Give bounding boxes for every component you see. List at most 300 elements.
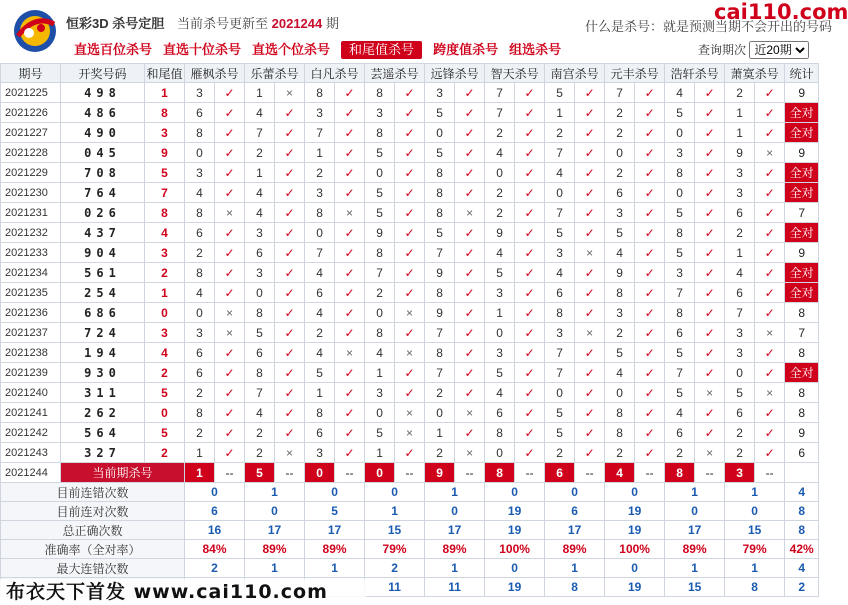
stat-label: 目前连错次数 bbox=[1, 483, 185, 502]
predicted-value-cell: 9 bbox=[605, 263, 635, 283]
draw-number-cell: 486 bbox=[61, 103, 145, 123]
table-row bbox=[1, 403, 819, 423]
stat-label: 最大连错次数 bbox=[1, 559, 185, 578]
issue-cell: 2021239 bbox=[1, 363, 61, 383]
predicted-value-cell: 0 bbox=[305, 223, 335, 243]
predicted-value-cell: 8 bbox=[485, 423, 515, 443]
draw-number-cell: 262 bbox=[61, 403, 145, 423]
predicted-value-cell: 5 bbox=[425, 143, 455, 163]
check-icon: ✓ bbox=[575, 163, 605, 183]
stat-value: 1 bbox=[725, 559, 785, 578]
predicted-value-cell: 5 bbox=[545, 83, 575, 103]
predicted-value-cell: 3 bbox=[305, 443, 335, 463]
check-icon: ✓ bbox=[515, 323, 545, 343]
stat-cell: 全对 bbox=[785, 263, 819, 283]
predicted-value-cell: 7 bbox=[545, 363, 575, 383]
check-icon: ✓ bbox=[335, 103, 365, 123]
check-icon: ✓ bbox=[635, 123, 665, 143]
stat-cell: 8 bbox=[785, 303, 819, 323]
check-icon: ✓ bbox=[215, 243, 245, 263]
predicted-value-cell: 4 bbox=[485, 243, 515, 263]
check-icon: ✓ bbox=[275, 343, 305, 363]
stat-value: 17 bbox=[305, 521, 365, 540]
check-icon: ✓ bbox=[515, 143, 545, 163]
check-icon: ✓ bbox=[575, 143, 605, 163]
stat-total: 42% bbox=[785, 540, 819, 559]
predicted-value-cell: 7 bbox=[665, 363, 695, 383]
predicted-value-cell: 6 bbox=[305, 283, 335, 303]
predicted-value-cell: 2 bbox=[605, 163, 635, 183]
predicted-value-cell: 8 bbox=[245, 303, 275, 323]
check-icon: ✓ bbox=[695, 263, 725, 283]
predicted-value-cell: 8 bbox=[605, 423, 635, 443]
predicted-value-cell: 5 bbox=[365, 183, 395, 203]
update-issue: 2021244 bbox=[271, 16, 323, 31]
predicted-value-cell: 3 bbox=[665, 143, 695, 163]
draw-number-cell: 194 bbox=[61, 343, 145, 363]
draw-number-cell: 026 bbox=[61, 203, 145, 223]
sum-tail-cell: 2 bbox=[145, 263, 185, 283]
sum-tail-cell: 5 bbox=[145, 423, 185, 443]
stat-value: 2 bbox=[365, 559, 425, 578]
stat-value: 6 bbox=[545, 502, 605, 521]
predicted-value-cell: 0 bbox=[365, 303, 395, 323]
predicted-value-cell: 4 bbox=[245, 403, 275, 423]
predicted-value-cell: 1 bbox=[425, 423, 455, 443]
sum-tail-cell: 3 bbox=[145, 323, 185, 343]
stat-value: 8 bbox=[545, 578, 605, 597]
current-kill-value: 8 bbox=[485, 463, 515, 483]
check-icon: ✓ bbox=[635, 403, 665, 423]
stat-value: 89% bbox=[545, 540, 605, 559]
check-icon: ✓ bbox=[455, 143, 485, 163]
check-icon: ✓ bbox=[575, 423, 605, 443]
current-kill-value: 0 bbox=[305, 463, 335, 483]
check-icon: ✓ bbox=[275, 263, 305, 283]
stat-label: 目前连对次数 bbox=[1, 502, 185, 521]
predicted-value-cell: 5 bbox=[605, 223, 635, 243]
predicted-value-cell: 7 bbox=[365, 263, 395, 283]
nav-tab-3[interactable]: 和尾值杀号 bbox=[341, 41, 422, 59]
check-icon: ✓ bbox=[755, 363, 785, 383]
predicted-value-cell: 7 bbox=[545, 203, 575, 223]
cross-icon: × bbox=[695, 383, 725, 403]
check-icon: ✓ bbox=[455, 323, 485, 343]
issue-cell: 2021243 bbox=[1, 443, 61, 463]
predicted-value-cell: 3 bbox=[245, 223, 275, 243]
cross-icon: × bbox=[215, 323, 245, 343]
cross-icon: × bbox=[395, 403, 425, 423]
check-icon: ✓ bbox=[395, 283, 425, 303]
footer-watermark: 布衣天下首发 www.cai110.com bbox=[0, 579, 366, 605]
check-icon: ✓ bbox=[755, 223, 785, 243]
check-icon: ✓ bbox=[695, 243, 725, 263]
stat-row bbox=[1, 502, 819, 521]
check-icon: ✓ bbox=[515, 443, 545, 463]
table-body bbox=[1, 83, 819, 597]
check-icon: ✓ bbox=[215, 403, 245, 423]
current-kill-value: 0 bbox=[365, 463, 395, 483]
predicted-value-cell: 5 bbox=[665, 203, 695, 223]
check-icon: ✓ bbox=[755, 283, 785, 303]
column-header: 浩轩杀号 bbox=[665, 64, 725, 83]
check-icon: ✓ bbox=[575, 83, 605, 103]
page-header bbox=[0, 0, 848, 62]
predicted-value-cell: 3 bbox=[485, 343, 515, 363]
check-icon: ✓ bbox=[215, 223, 245, 243]
dash-cell: -- bbox=[335, 463, 365, 483]
table-row bbox=[1, 323, 819, 343]
check-icon: ✓ bbox=[695, 223, 725, 243]
predicted-value-cell: 8 bbox=[665, 163, 695, 183]
draw-number-cell: 437 bbox=[61, 223, 145, 243]
predicted-value-cell: 7 bbox=[425, 363, 455, 383]
predicted-value-cell: 1 bbox=[245, 163, 275, 183]
predicted-value-cell: 7 bbox=[425, 323, 455, 343]
check-icon: ✓ bbox=[575, 303, 605, 323]
check-icon: ✓ bbox=[215, 103, 245, 123]
stat-total: 4 bbox=[785, 483, 819, 502]
predicted-value-cell: 6 bbox=[725, 203, 755, 223]
check-icon: ✓ bbox=[575, 223, 605, 243]
cross-icon: × bbox=[335, 343, 365, 363]
column-header: 智天杀号 bbox=[485, 64, 545, 83]
predicted-value-cell: 6 bbox=[305, 423, 335, 443]
check-icon: ✓ bbox=[335, 163, 365, 183]
predicted-value-cell: 8 bbox=[185, 403, 215, 423]
predicted-value-cell: 0 bbox=[245, 283, 275, 303]
current-label-cell: 当前期杀号 bbox=[61, 463, 185, 483]
nav-tab-0[interactable]: 直选百位杀号 bbox=[74, 42, 153, 57]
predicted-value-cell: 3 bbox=[185, 83, 215, 103]
cross-icon: × bbox=[215, 203, 245, 223]
stat-value: 89% bbox=[245, 540, 305, 559]
check-icon: ✓ bbox=[335, 363, 365, 383]
check-icon: ✓ bbox=[215, 343, 245, 363]
predicted-value-cell: 8 bbox=[365, 123, 395, 143]
nav-tab-4[interactable]: 跨度值杀号 bbox=[433, 42, 499, 57]
draw-number-cell: 930 bbox=[61, 363, 145, 383]
predicted-value-cell: 5 bbox=[425, 223, 455, 243]
stat-value: 84% bbox=[185, 540, 245, 559]
table-row bbox=[1, 143, 819, 163]
check-icon: ✓ bbox=[275, 103, 305, 123]
check-icon: ✓ bbox=[695, 183, 725, 203]
predicted-value-cell: 2 bbox=[725, 223, 755, 243]
check-icon: ✓ bbox=[215, 123, 245, 143]
check-icon: ✓ bbox=[635, 303, 665, 323]
cross-icon: × bbox=[755, 383, 785, 403]
dash-cell: -- bbox=[395, 463, 425, 483]
predicted-value-cell: 8 bbox=[665, 303, 695, 323]
stat-total: 8 bbox=[785, 521, 819, 540]
check-icon: ✓ bbox=[335, 83, 365, 103]
predicted-value-cell: 0 bbox=[365, 163, 395, 183]
draw-number-cell: 490 bbox=[61, 123, 145, 143]
predicted-value-cell: 6 bbox=[605, 183, 635, 203]
sum-tail-cell: 3 bbox=[145, 123, 185, 143]
check-icon: ✓ bbox=[635, 323, 665, 343]
check-icon: ✓ bbox=[455, 283, 485, 303]
check-icon: ✓ bbox=[395, 263, 425, 283]
predicted-value-cell: 8 bbox=[185, 263, 215, 283]
check-icon: ✓ bbox=[455, 363, 485, 383]
kill-number-explanation: 什么是杀号：就是预测当期不会开出的号码 bbox=[585, 19, 833, 34]
predicted-value-cell: 7 bbox=[485, 103, 515, 123]
check-icon: ✓ bbox=[275, 323, 305, 343]
issue-cell: 2021229 bbox=[1, 163, 61, 183]
sum-tail-cell: 9 bbox=[145, 143, 185, 163]
predicted-value-cell: 1 bbox=[185, 443, 215, 463]
sum-tail-cell: 5 bbox=[145, 163, 185, 183]
predicted-value-cell: 7 bbox=[245, 383, 275, 403]
predicted-value-cell: 0 bbox=[605, 143, 635, 163]
predicted-value-cell: 3 bbox=[725, 343, 755, 363]
predicted-value-cell: 5 bbox=[605, 343, 635, 363]
check-icon: ✓ bbox=[335, 383, 365, 403]
predicted-value-cell: 9 bbox=[725, 143, 755, 163]
dash-cell: -- bbox=[515, 463, 545, 483]
predicted-value-cell: 0 bbox=[545, 183, 575, 203]
check-icon: ✓ bbox=[695, 423, 725, 443]
check-icon: ✓ bbox=[755, 123, 785, 143]
cross-icon: × bbox=[215, 303, 245, 323]
draw-number-cell: 564 bbox=[61, 423, 145, 443]
cross-icon: × bbox=[395, 303, 425, 323]
predicted-value-cell: 5 bbox=[545, 403, 575, 423]
issue-cell: 2021240 bbox=[1, 383, 61, 403]
predicted-value-cell: 8 bbox=[665, 223, 695, 243]
predicted-value-cell: 6 bbox=[185, 223, 215, 243]
stat-value: 1 bbox=[545, 559, 605, 578]
check-icon: ✓ bbox=[635, 163, 665, 183]
table-row bbox=[1, 303, 819, 323]
column-header: 南宫杀号 bbox=[545, 64, 605, 83]
check-icon: ✓ bbox=[215, 423, 245, 443]
check-icon: ✓ bbox=[395, 223, 425, 243]
check-icon: ✓ bbox=[695, 283, 725, 303]
check-icon: ✓ bbox=[335, 423, 365, 443]
check-icon: ✓ bbox=[335, 263, 365, 283]
stat-value: 1 bbox=[365, 502, 425, 521]
predicted-value-cell: 1 bbox=[365, 443, 395, 463]
stat-cell: 8 bbox=[785, 343, 819, 363]
predicted-value-cell: 6 bbox=[725, 403, 755, 423]
predicted-value-cell: 7 bbox=[545, 343, 575, 363]
predicted-value-cell: 5 bbox=[365, 423, 395, 443]
check-icon: ✓ bbox=[515, 423, 545, 443]
predicted-value-cell: 5 bbox=[545, 423, 575, 443]
stat-value: 16 bbox=[185, 521, 245, 540]
check-icon: ✓ bbox=[515, 363, 545, 383]
predicted-value-cell: 1 bbox=[305, 383, 335, 403]
stat-value: 15 bbox=[725, 521, 785, 540]
check-icon: ✓ bbox=[215, 283, 245, 303]
predicted-value-cell: 2 bbox=[605, 123, 635, 143]
stat-value: 1 bbox=[665, 559, 725, 578]
check-icon: ✓ bbox=[275, 383, 305, 403]
predicted-value-cell: 5 bbox=[365, 143, 395, 163]
cross-icon: × bbox=[335, 203, 365, 223]
sum-tail-cell: 0 bbox=[145, 403, 185, 423]
update-info bbox=[177, 13, 339, 32]
sum-tail-cell: 2 bbox=[145, 363, 185, 383]
update-suffix: 期 bbox=[325, 16, 339, 31]
check-icon: ✓ bbox=[455, 83, 485, 103]
check-icon: ✓ bbox=[515, 223, 545, 243]
predicted-value-cell: 0 bbox=[545, 383, 575, 403]
predicted-value-cell: 1 bbox=[485, 303, 515, 323]
check-icon: ✓ bbox=[215, 383, 245, 403]
predicted-value-cell: 3 bbox=[185, 163, 215, 183]
check-icon: ✓ bbox=[215, 83, 245, 103]
sum-tail-cell: 5 bbox=[145, 383, 185, 403]
dash-cell: -- bbox=[275, 463, 305, 483]
check-icon: ✓ bbox=[635, 343, 665, 363]
check-icon: ✓ bbox=[575, 403, 605, 423]
check-icon: ✓ bbox=[755, 203, 785, 223]
predicted-value-cell: 0 bbox=[485, 443, 515, 463]
table-row bbox=[1, 163, 819, 183]
check-icon: ✓ bbox=[275, 203, 305, 223]
draw-number-cell: 311 bbox=[61, 383, 145, 403]
stat-label: 总正确次数 bbox=[1, 521, 185, 540]
dash-cell: -- bbox=[575, 463, 605, 483]
check-icon: ✓ bbox=[515, 123, 545, 143]
table-row bbox=[1, 183, 819, 203]
predicted-value-cell: 8 bbox=[305, 203, 335, 223]
table-row bbox=[1, 263, 819, 283]
stat-cell: 9 bbox=[785, 243, 819, 263]
stat-value: 100% bbox=[605, 540, 665, 559]
predicted-value-cell: 2 bbox=[605, 443, 635, 463]
stat-value: 0 bbox=[305, 483, 365, 502]
nav-tab-2[interactable]: 直选个位杀号 bbox=[252, 42, 331, 57]
stat-value: 19 bbox=[485, 578, 545, 597]
period-select[interactable] bbox=[749, 41, 809, 59]
predicted-value-cell: 3 bbox=[365, 103, 395, 123]
check-icon: ✓ bbox=[275, 243, 305, 263]
table-row bbox=[1, 443, 819, 463]
stat-row bbox=[1, 559, 819, 578]
check-icon: ✓ bbox=[515, 183, 545, 203]
cross-icon: × bbox=[275, 83, 305, 103]
current-kill-value: 3 bbox=[725, 463, 755, 483]
check-icon: ✓ bbox=[635, 423, 665, 443]
check-icon: ✓ bbox=[275, 223, 305, 243]
stat-row bbox=[1, 540, 819, 559]
nav-tab-5[interactable]: 组选杀号 bbox=[509, 42, 562, 57]
predicted-value-cell: 0 bbox=[185, 143, 215, 163]
issue-cell: 2021241 bbox=[1, 403, 61, 423]
stat-value: 0 bbox=[545, 483, 605, 502]
check-icon: ✓ bbox=[275, 183, 305, 203]
sum-tail-cell: 4 bbox=[145, 343, 185, 363]
predicted-value-cell: 3 bbox=[425, 83, 455, 103]
check-icon: ✓ bbox=[215, 363, 245, 383]
check-icon: ✓ bbox=[695, 303, 725, 323]
check-icon: ✓ bbox=[695, 403, 725, 423]
predicted-value-cell: 8 bbox=[185, 203, 215, 223]
predicted-value-cell: 2 bbox=[185, 383, 215, 403]
predicted-value-cell: 8 bbox=[425, 203, 455, 223]
nav-tab-1[interactable]: 直选十位杀号 bbox=[163, 42, 242, 57]
predicted-value-cell: 5 bbox=[665, 103, 695, 123]
stat-cell: 全对 bbox=[785, 283, 819, 303]
check-icon: ✓ bbox=[755, 183, 785, 203]
predicted-value-cell: 7 bbox=[425, 243, 455, 263]
check-icon: ✓ bbox=[515, 83, 545, 103]
stat-value: 15 bbox=[665, 578, 725, 597]
issue-cell: 2021242 bbox=[1, 423, 61, 443]
check-icon: ✓ bbox=[395, 123, 425, 143]
predicted-value-cell: 6 bbox=[665, 423, 695, 443]
table-row bbox=[1, 203, 819, 223]
predicted-value-cell: 0 bbox=[425, 123, 455, 143]
predicted-value-cell: 4 bbox=[245, 103, 275, 123]
issue-cell: 2021226 bbox=[1, 103, 61, 123]
predicted-value-cell: 4 bbox=[365, 343, 395, 363]
predicted-value-cell: 8 bbox=[605, 403, 635, 423]
check-icon: ✓ bbox=[635, 83, 665, 103]
draw-number-cell: 686 bbox=[61, 303, 145, 323]
column-header: 统计 bbox=[785, 64, 819, 83]
cross-icon: × bbox=[755, 143, 785, 163]
predicted-value-cell: 3 bbox=[665, 263, 695, 283]
column-header: 雁枫杀号 bbox=[185, 64, 245, 83]
table-row bbox=[1, 423, 819, 443]
stat-value: 2 bbox=[185, 559, 245, 578]
predicted-value-cell: 8 bbox=[425, 283, 455, 303]
predicted-value-cell: 2 bbox=[485, 183, 515, 203]
predicted-value-cell: 2 bbox=[245, 143, 275, 163]
predicted-value-cell: 6 bbox=[665, 323, 695, 343]
predicted-value-cell: 7 bbox=[305, 123, 335, 143]
draw-number-cell: 327 bbox=[61, 443, 145, 463]
check-icon: ✓ bbox=[455, 183, 485, 203]
predicted-value-cell: 2 bbox=[305, 163, 335, 183]
check-icon: ✓ bbox=[395, 363, 425, 383]
predicted-value-cell: 3 bbox=[245, 263, 275, 283]
predicted-value-cell: 3 bbox=[305, 103, 335, 123]
predicted-value-cell: 6 bbox=[185, 103, 215, 123]
predicted-value-cell: 8 bbox=[365, 243, 395, 263]
table-row bbox=[1, 83, 819, 103]
stat-value: 0 bbox=[485, 559, 545, 578]
stat-value: 89% bbox=[305, 540, 365, 559]
predicted-value-cell: 3 bbox=[725, 183, 755, 203]
check-icon: ✓ bbox=[275, 123, 305, 143]
predicted-value-cell: 7 bbox=[665, 283, 695, 303]
predicted-value-cell: 8 bbox=[305, 83, 335, 103]
check-icon: ✓ bbox=[755, 243, 785, 263]
column-header: 白凡杀号 bbox=[305, 64, 365, 83]
column-header: 期号 bbox=[1, 64, 61, 83]
predicted-value-cell: 2 bbox=[425, 443, 455, 463]
column-header: 芸遥杀号 bbox=[365, 64, 425, 83]
dash-cell: -- bbox=[755, 463, 785, 483]
predicted-value-cell: 8 bbox=[305, 403, 335, 423]
stat-total: 2 bbox=[785, 578, 819, 597]
issue-cell: 2021237 bbox=[1, 323, 61, 343]
stat-value: 0 bbox=[605, 559, 665, 578]
column-header: 元丰杀号 bbox=[605, 64, 665, 83]
check-icon: ✓ bbox=[395, 443, 425, 463]
predicted-value-cell: 3 bbox=[545, 243, 575, 263]
predicted-value-cell: 5 bbox=[425, 103, 455, 123]
predicted-value-cell: 0 bbox=[485, 163, 515, 183]
predicted-value-cell: 0 bbox=[725, 363, 755, 383]
